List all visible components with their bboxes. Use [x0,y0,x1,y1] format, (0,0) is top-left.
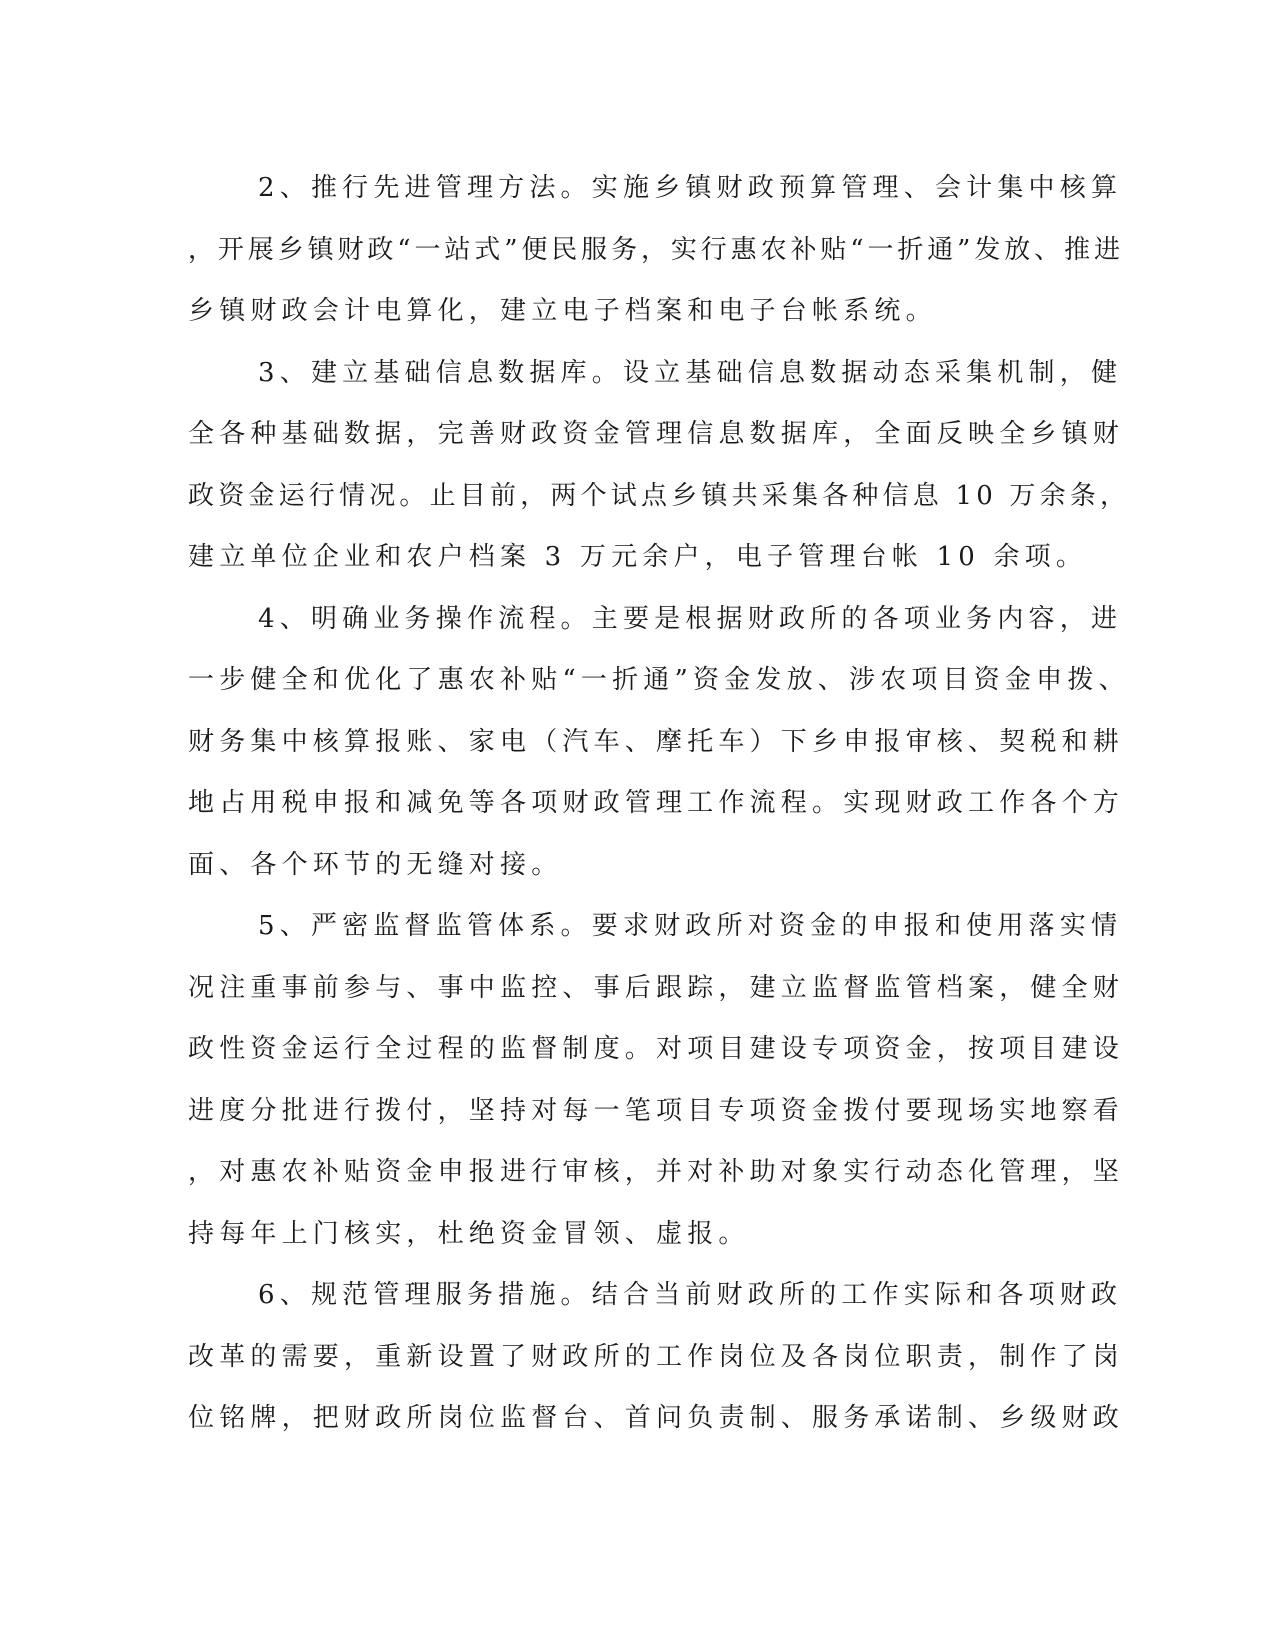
paragraph-line: 5、严密监督监管体系。要求财政所对资金的申报和使用落实情 [258,911,1123,941]
paragraph-3 [188,343,1131,589]
paragraph-line: 财务集中核算报账、家电（汽车、摩托车）下乡申报审核、契税和耕 [188,726,1125,757]
paragraph-line: 2、推行先进管理方法。实施乡镇财政预算管理、会计集中核算 [258,173,1123,203]
paragraph-line: 况注重事前参与、事中监控、事后跟踪，建立监督监管档案，健全财 [188,972,1125,1003]
paragraph-4 [188,589,1130,897]
paragraph-line: ，开展乡镇财政“一站式”便民服务，实行惠农补贴“一折通”发放、推进 [188,234,1124,265]
paragraph-line: ，对惠农补贴资金申报进行审核，并对补助对象实行动态化管理，坚 [188,1157,1125,1187]
paragraph-line: 6、规范管理服务措施。结合当前财政所的工作实际和各项财政 [258,1280,1123,1310]
paragraph-line: 改革的需要，重新设置了财政所的工作岗位及各岗位职责，制作了岗 [188,1341,1125,1372]
paragraph-line: 政资金运行情况。止目前，两个试点乡镇共采集各种信息 10 万余条， [188,480,1131,511]
paragraph-5 [188,896,1125,1265]
paragraph-line: 建立单位企业和农户档案 3 万元余户，电子管理台帐 10 余项。 [188,542,1088,572]
paragraph-line: 面、各个环节的无缝对接。 [188,849,563,880]
paragraph-line: 持每年上门核实，杜绝资金冒领、虚报。 [188,1218,750,1249]
paragraph-line: 一步健全和优化了惠农补贴“一折通”资金发放、涉农项目资金申拨、 [188,665,1130,695]
paragraph-6 [188,1265,1125,1450]
paragraph-line: 地占用税申报和减免等各项财政管理工作流程。实现财政工作各个方 [188,788,1125,818]
paragraph-line: 全各种基础数据，完善财政资金管理信息数据库，全面反映全乡镇财 [188,419,1125,449]
document-body [188,158,1131,1450]
paragraph-line: 乡镇财政会计电算化，建立电子档案和电子台帐系统。 [188,296,937,326]
paragraph-2 [188,158,1124,343]
paragraph-line: 3、建立基础信息数据库。设立基础信息数据动态采集机制，健 [258,357,1123,388]
paragraph-line: 进度分批进行拨付，坚持对每一笔项目专项资金拨付要现场实地察看 [188,1095,1125,1126]
paragraph-line: 政性资金运行全过程的监督制度。对项目建设专项资金，按项目建设 [188,1034,1125,1064]
paragraph-line: 4、明确业务操作流程。主要是根据财政所的各项业务内容，进 [258,603,1123,634]
paragraph-line: 位铭牌，把财政所岗位监督台、首问负责制、服务承诺制、乡级财政 [188,1403,1125,1433]
